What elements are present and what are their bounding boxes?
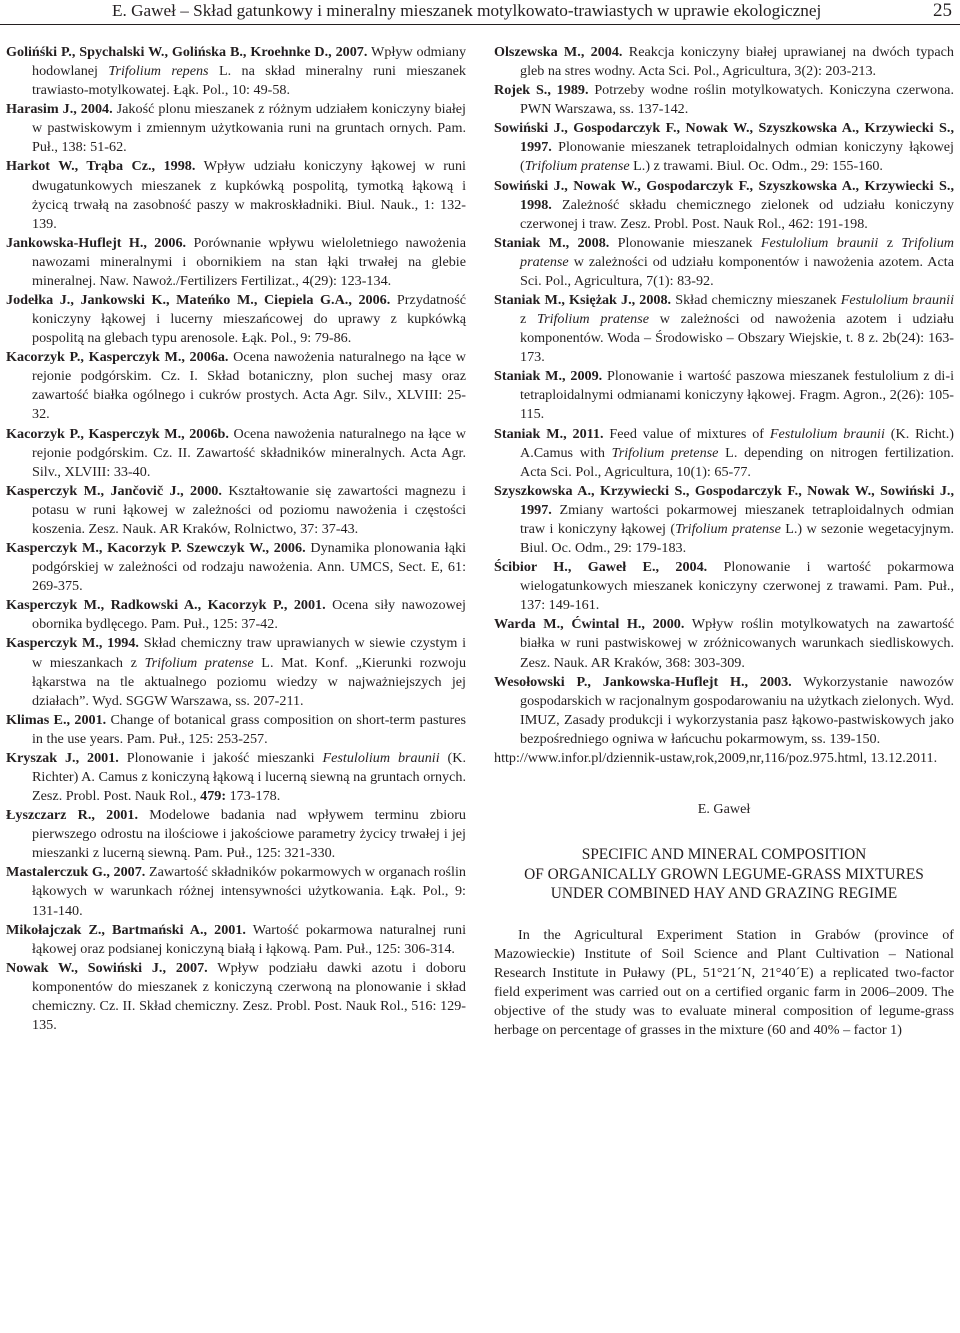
reference-author: Nowak W., Sowiński J., 2007.: [6, 959, 208, 976]
reference-text: Wartość pokarmowa naturalnej runi łąkowej oraz podsianej koniczyną białą i łąkową. Pam. Puł., 125: 306-314.: [32, 921, 467, 957]
reference-text: http://www.infor.pl/dziennik-ustaw,rok,2009,nr,116/poz.975.html, 13.12.2011.: [494, 749, 938, 766]
reference-text: Wpływ udziału koniczyny łąkowej w runi dwugatunkowych mieszanek z kupkówką pospolitą, tymotką łąkową i życicą trwałą na zasobność paszy w makroskładniki. Biul. Nauk., 1: 132-139.: [32, 158, 466, 232]
reference-entry: [6, 100, 466, 157]
reference-author: Kasperczyk M., Jančovič J., 2000.: [6, 482, 222, 499]
reference-entry: [6, 806, 466, 863]
reference-text: Skład chemiczny traw uprawianych w siewie czystym i w mieszankach z Trifolium pratense L. Mat. Konf. „Kierunki rozwoju łąkarstwa na tle aktualnego poziomu wiedzy w najważniejszych jej działach”. Wyd. SGGW Warszawa, ss. 207-211.: [32, 635, 467, 709]
reference-author: Harkot W., Trąba Cz., 1998.: [6, 158, 196, 175]
reference-text: Potrzeby wodne roślin motylkowatych. Koniczyna czerwona. PWN Warszawa, ss. 137-142.: [520, 82, 954, 118]
reference-entry: [6, 482, 466, 539]
reference-author: Sowiński J., Nowak W., Gospodarczyk F., Szyszkowska A., Krzywiecki S., 1998.: [494, 177, 954, 213]
reference-entry: [6, 863, 466, 920]
reference-author: Wesołowski P., Jankowska-Huflejt H., 2003.: [494, 673, 792, 690]
reference-author: Staniak M., 2011.: [494, 425, 604, 442]
reference-text: Kształtowanie się zawartości magnezu i potasu w runi łąkowej w zależności od poziomu nawożenia i częstości koszenia. Zesz. Nauk. AR Kraków, Rolnictwo, 37: 37-43.: [32, 482, 466, 537]
reference-entry: [494, 367, 954, 424]
reference-text: Ocena nawożenia naturalnego na łące w rejonie podgórskim. Cz. II. Zawartość składników mineralnych. Acta Agr. Silv., XLVIII: 33-40.: [32, 425, 466, 480]
reference-author: Golińśki P., Spychalski W., Golińska B., Kroehnke D., 2007.: [6, 44, 368, 60]
reference-entry: [494, 81, 954, 119]
reference-text: Plonowanie mieszanek tetraploidalnych odmian koniczyny łąkowej (Trifolium pratense L.) z trawami. Biul. Oc. Odm., 29: 155-160.: [520, 139, 954, 175]
reference-entry: [494, 291, 954, 367]
reference-author: Staniak M., 2008.: [494, 234, 610, 251]
reference-author: Staniak M., 2009.: [494, 368, 603, 385]
reference-author: Kasperczyk M., 1994.: [6, 635, 139, 652]
reference-entry: [6, 959, 466, 1035]
reference-text: Plonowanie mieszanek Festulolium braunii z Trifolium pratense w zależności od udziału komponentów i nawożenia azotem. Acta Sci. Pol., Agricultura, 7(1): 83-92.: [520, 234, 954, 289]
reference-text: Ocena siły nawozowej obornika bydlęcego. Pam. Puł., 125: 37-42.: [32, 597, 466, 633]
reference-author: Kasperczyk M., Radkowski A., Kacorzyk P., 2001.: [6, 597, 326, 614]
references-left-column: [6, 43, 466, 1035]
running-header: [0, 0, 960, 25]
reference-text: Porównanie wpływu wieloletniego nawożenia nawozami mineralnymi i obornikiem na stan łąki trwałej na glebie mineralnej. Naw. Nawoż./Fertilizers Fertilizat., 4(29): 123-134.: [32, 234, 467, 289]
reference-entry: [6, 425, 466, 482]
reference-author: Staniak M., Księżak J., 2008.: [494, 292, 672, 309]
reference-author: Kasperczyk M., Kacorzyk P. Szewczyk W., 2006.: [6, 540, 306, 557]
reference-text: Reakcja koniczyny białej uprawianej na dwóch typach gleb na stres wodny. Acta Sci. Pol., Agricultura, 3(2): 203-213.: [520, 44, 954, 80]
reference-author: Łyszczarz R., 2001.: [6, 807, 138, 824]
reference-author: Harasim J., 2004.: [6, 101, 113, 118]
reference-entry: [494, 749, 954, 768]
reference-entry: [494, 425, 954, 482]
reference-entry: [6, 921, 466, 959]
reference-entry: [6, 749, 466, 806]
reference-text: Plonowanie i wartość pokarmowa wielogatunkowych mieszanek koniczyny czerwonej z trawami. Pam. Puł., 137: 149-161.: [520, 559, 954, 614]
page-number: 25: [933, 0, 952, 21]
running-title: E. Gaweł – Skład gatunkowy i mineralny mieszanek motylkowato-trawiastych w uprawie ekologicznej: [112, 1, 822, 20]
reference-author: Rojek S., 1989.: [494, 82, 589, 99]
reference-entry: [494, 119, 954, 176]
reference-text: Plonowanie i wartość paszowa mieszanek festulolium z di-i tetraploidalnymi odmianami koniczyny łąkowej. Fragm. Agron., 2(26): 105-115.: [520, 368, 954, 423]
reference-entry: [494, 673, 954, 749]
reference-author: Sowiński J., Gospodarczyk F., Nowak W., Szyszkowska A., Krzywiecki S., 1997.: [494, 120, 954, 156]
reference-entry: [494, 615, 954, 672]
reference-entry: [6, 539, 466, 596]
reference-entry: [6, 291, 466, 348]
reference-text: Zmiany wartości pokarmowej mieszanek tetraploidalnych odmian traw i koniczyny łąkowej (Trifolium pratense L.) w sezonie wegetacyjnym. Biul. Oc. Odm., 29: 179-183.: [520, 501, 954, 557]
summary-author-signature: E. Gaweł: [697, 800, 751, 817]
summary-body: In the Agricultural Experiment Station in Grabów (province of Mazowieckie) Institute of Soil Science and Plant Cultivation – National Research Institute in Puławy (PL, 51°21´N, 21°40´E) a replicated two-factor field experiment was carried out on a certified organic farm in 2006–2009. The objective of the study was to evaluate mineral composition of legume-grass herbage on percentage of grasses in the mixture (60 and 40% – factor 1): [494, 926, 954, 1039]
reference-author: Jankowska-Huflejt H., 2006.: [6, 234, 187, 251]
reference-text: Modelowe badania nad wpływem terminu zbioru pierwszego odrostu na ilościowe i jakościowe parametry życicy trwałej i jej mieszanki z lucerną siewną. Pam. Puł., 125: 321-330.: [32, 807, 466, 862]
reference-entry: [6, 711, 466, 749]
reference-text: Zawartość składników pokarmowych w organach roślin łąkowych w warunkach różnej intensywności użytkowania. Łąk. Pol., 9: 131-140.: [32, 864, 466, 919]
reference-text: Skład chemiczny mieszanek Festulolium braunii z Trifolium pratense w zależności od nawożenia azotem i udziału komponentów. Woda – Środowisko – Obszary Wiejskie, t. 8 z. 2b(24): 163-173.: [520, 292, 955, 366]
reference-entry: [6, 596, 466, 634]
reference-entry: [6, 348, 466, 424]
reference-author: Kryszak J., 2001.: [6, 749, 119, 766]
reference-entry: [6, 43, 466, 100]
reference-entry: [6, 634, 466, 710]
reference-text: Wpływ odmiany hodowlanej Trifolium repens L. na skład mineralny runi mieszanek trawiasto-motylkowatej. Łąk. Pol., 10: 49-58.: [32, 44, 467, 99]
reference-text: Jakość plonu mieszanek z różnym udziałem koniczyny białej w pastwiskowym i zmiennym użytkowania runi na gruntach ornych. Pam. Puł., 138: 51-62.: [32, 101, 466, 156]
reference-text: Plonowanie i jakość mieszanki Festulolium braunii (K. Richter) A. Camus z koniczyną łąkową i lucerną siewną na gruntach ornych. Zesz. Probl. Post. Nauk Rol., 479: 173-178.: [32, 749, 466, 805]
summary-title-line: SPECIFIC AND MINERAL COMPOSITION: [581, 846, 867, 864]
reference-text: Zależność składu chemicznego zielonek od udziału koniczyny czerwonej i traw. Zesz. Probl. Post. Nauk Rol., 462: 191-198.: [520, 196, 954, 232]
reference-entry: [494, 43, 954, 81]
reference-author: Kacorzyk P., Kasperczyk M., 2006a.: [6, 349, 229, 366]
reference-entry: [494, 234, 954, 291]
reference-text: Change of botanical grass composition on short-term pastures in the use years. Pam. Puł., 125: 253-257.: [32, 711, 466, 747]
reference-author: Mikołajczak Z., Bartmański A., 2001.: [6, 921, 246, 938]
reference-text: Feed value of mixtures of Festulolium braunii (K. Richt.) A.Camus with Trifolium pretense L. depending on nitrogen fertilization. Acta Sci. Pol., Agricultura, 10(1): 65-77.: [520, 425, 954, 480]
reference-text: Dynamika plonowania łąki podgórskiej w zależności od rodzaju nawożenia. Ann. UMCS, Sect. E, 61: 269-375.: [32, 540, 467, 595]
reference-text: Wpływ podziału dawki azotu i doboru komponentów do mieszanek z koniczyną czerwoną na plonowanie i skład chemiczny. Cz. II. Skład chemiczny. Zesz. Probl. Post. Nauk Rol., 516: 129-135.: [32, 959, 466, 1033]
reference-entry: [6, 234, 466, 291]
reference-entry: [6, 157, 466, 233]
references-right-column: [494, 43, 954, 1054]
reference-text: Ocena nawożenia naturalnego na łące w rejonie podgórskim. Cz. I. Skład botaniczny, plon suchej masy oraz zawartość białka ogólnego i cukrów prostych. Acta Agr. Silv., XLVIII: 25-32.: [32, 349, 466, 423]
reference-author: Szyszkowska A., Krzywiecki S., Gospodarczyk F., Nowak W., Sowiński J., 1997.: [494, 482, 954, 518]
reference-author: Olszewska M., 2004.: [494, 44, 623, 60]
reference-text: Wpływ roślin motylkowatych na zawartość białka w runi pastwiskowej w zróżnicowanych warunkach siedliskowych. Zesz. Nauk. AR Kraków, 368: 303-309.: [520, 616, 955, 671]
references-right-list: [494, 43, 954, 768]
reference-author: Mastalerczuk G., 2007.: [6, 864, 146, 881]
reference-author: Ścibior H., Gaweł E., 2004.: [494, 559, 708, 576]
reference-entry: [494, 482, 954, 558]
reference-author: Klimas E., 2001.: [6, 711, 107, 728]
reference-text: Wykorzystanie nawozów gospodarskich w racjonalnym gospodarowaniu na użytkach zielonych. Wyd. IMUZ, Zasady produkcji i wykorzystania pasz łąkowo-pastwiskowych jako bezpośredniego ogniwa w łańcuchu pokarmowym, ss. 139-150.: [520, 673, 954, 747]
summary-title-line: OF ORGANICALLY GROWN LEGUME-GRASS MIXTURES: [524, 865, 924, 883]
reference-author: Warda M., Ćwintal H., 2000.: [494, 616, 685, 633]
reference-entry: [494, 177, 954, 234]
reference-author: Jodełka J., Jankowski K., Mateńko M., Ciepiela G.A., 2006.: [6, 292, 391, 309]
reference-entry: [494, 558, 954, 615]
reference-author: Kacorzyk P., Kasperczyk M., 2006b.: [6, 425, 229, 442]
reference-text: Przydatność koniczyny łąkowej i lucerny mieszańcowej do uprawy z kupkówką pospolitą na glebach typu arenosole. Łąk. Pol., 9: 79-86.: [32, 292, 466, 347]
summary-title-line: UNDER COMBINED HAY AND GRAZING REGIME: [550, 885, 898, 903]
summary-title: [494, 845, 954, 904]
